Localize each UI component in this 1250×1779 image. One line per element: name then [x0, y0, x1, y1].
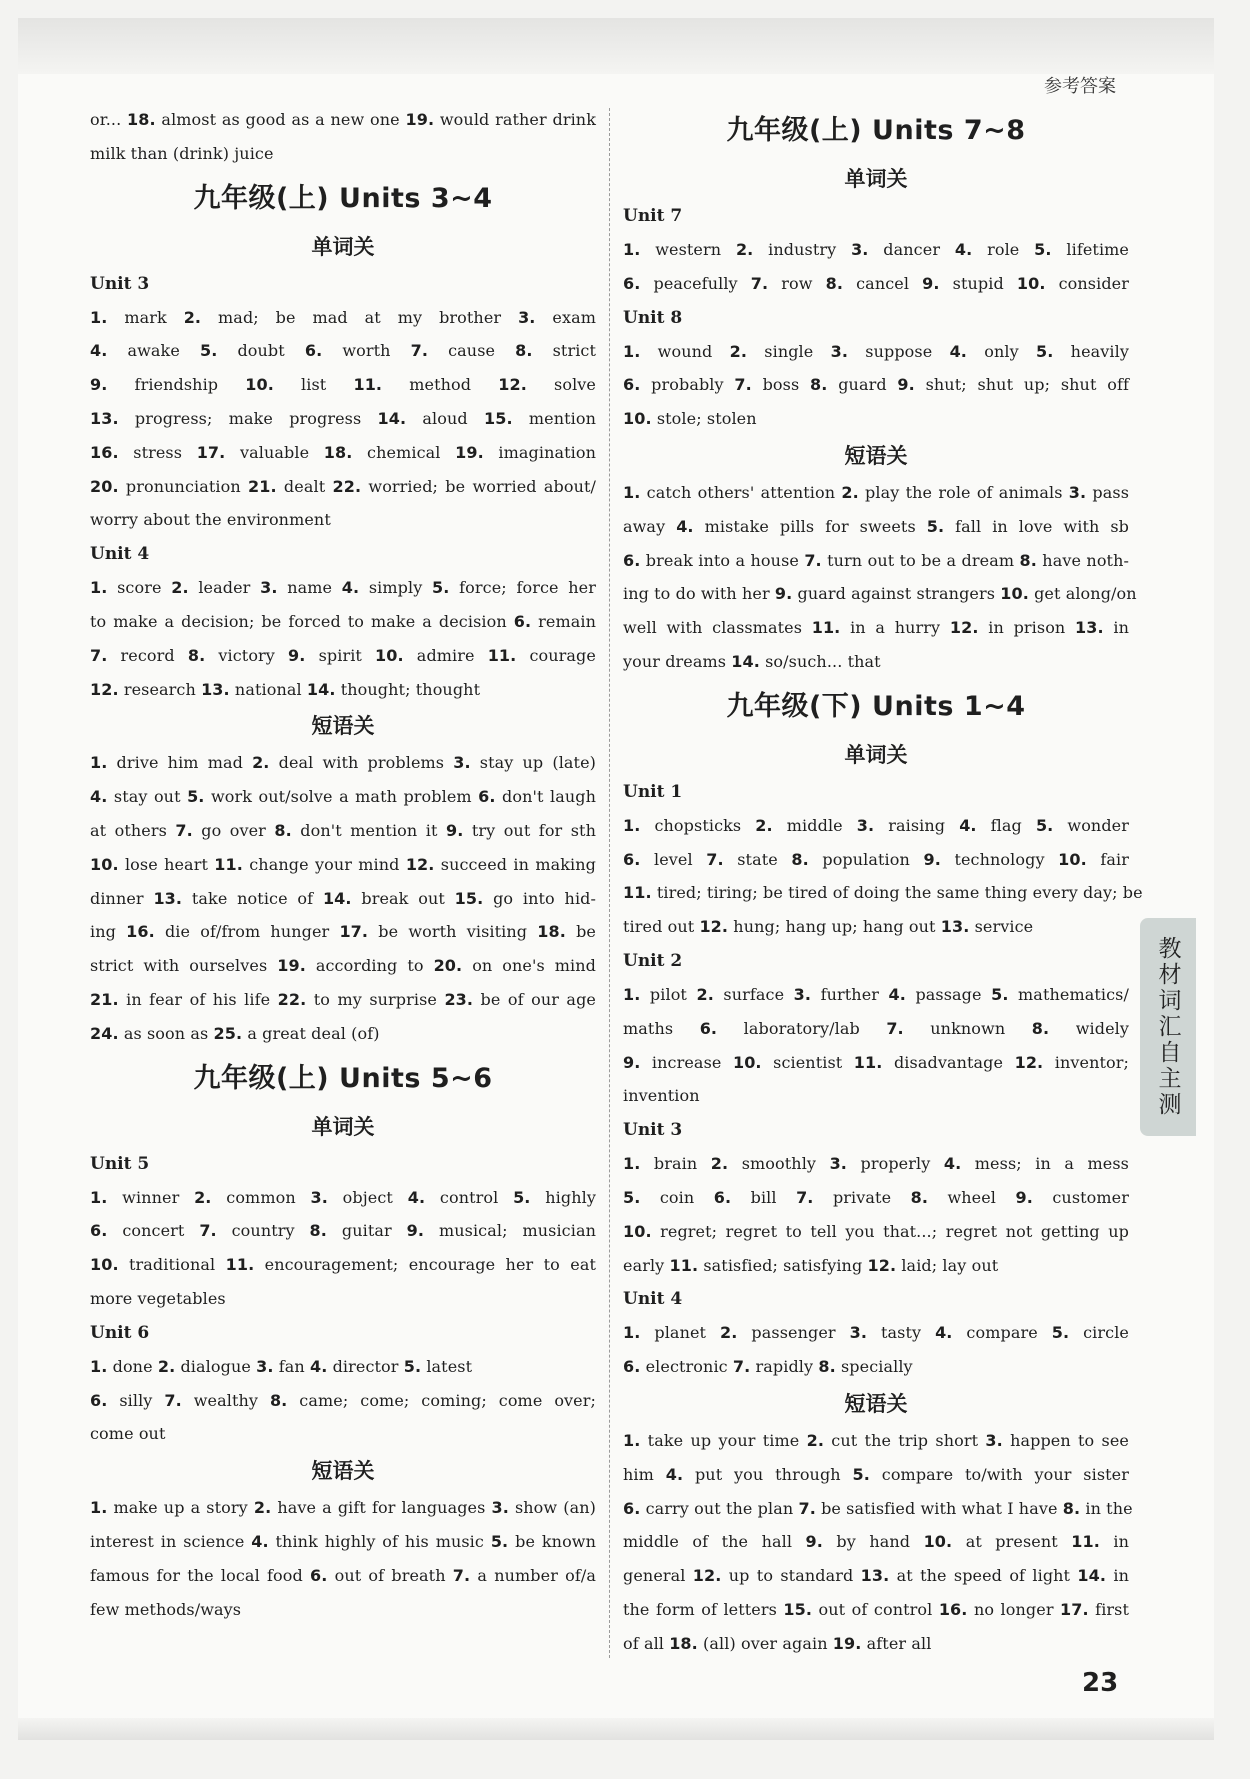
- answer-number: 7.: [804, 550, 822, 570]
- unit-label: Unit 4: [623, 1289, 683, 1310]
- answer-number: 2.: [710, 1154, 729, 1174]
- answer-number: 8.: [910, 1187, 929, 1207]
- answer-number: 9.: [805, 1532, 823, 1552]
- answer-number: 14.: [377, 408, 407, 428]
- answer-number: 9.: [445, 820, 464, 840]
- answer-line: milk than (drink) juice: [90, 143, 274, 163]
- answer-line: dinner 13. take notice of 14. break out 15. go into hid-: [90, 888, 597, 908]
- answer-number: 6.: [713, 1187, 732, 1207]
- answer-number: 5.: [991, 984, 1009, 1004]
- answer-number: 3.: [829, 1154, 847, 1174]
- answer-line: at others 7. go over 8. don't mention it 9. try out for sth: [90, 820, 596, 840]
- left-column: [90, 103, 596, 1626]
- answer-line: early 11. satisfied; satisfying 12. laid; lay out: [623, 1255, 999, 1275]
- answer-number: 12.: [867, 1255, 897, 1275]
- answer-number: 6.: [623, 375, 641, 395]
- answer-number: 11.: [623, 883, 652, 903]
- answer-number: 2.: [696, 984, 714, 1004]
- answer-number: 4.: [309, 1356, 328, 1376]
- answer-line: 5. coin 6. bill 7. private 8. wheel 9. customer: [623, 1187, 1129, 1207]
- answer-number: 9.: [1015, 1187, 1033, 1207]
- answer-line: 1. score 2. leader 3. name 4. simply 5. force; force her: [90, 578, 596, 598]
- answer-number: 6.: [90, 1390, 108, 1410]
- answer-line: famous for the local food 6. out of breath 7. a number of/a: [90, 1565, 597, 1585]
- answer-number: 4.: [954, 240, 973, 259]
- answer-number: 10.: [245, 375, 274, 395]
- answer-number: 3.: [491, 1498, 509, 1518]
- answer-number: 8.: [1019, 550, 1037, 570]
- answer-number: 7.: [732, 1357, 751, 1377]
- answer-line: middle of the hall 9. by hand 10. at present 11. in: [623, 1532, 1129, 1552]
- answer-number: 18.: [537, 922, 566, 942]
- answer-number: 8.: [309, 1221, 327, 1241]
- answer-number: 6.: [623, 273, 641, 293]
- answer-line: 16. stress 17. valuable 18. chemical 19. imagination: [90, 442, 597, 462]
- answer-number: 4.: [959, 815, 977, 835]
- answer-line: 1. take up your time 2. cut the trip short 3. happen to see: [623, 1430, 1129, 1450]
- answer-line: 1. wound 2. single 3. suppose 4. only 5. heavily: [623, 341, 1130, 361]
- answer-line: 1. catch others' attention 2. play the role of animals 3. pass: [623, 482, 1130, 502]
- answer-line: 1. make up a story 2. have a gift for languages 3. show (an): [90, 1498, 596, 1518]
- answer-number: 10.: [923, 1532, 953, 1552]
- answer-number: 22.: [332, 476, 362, 496]
- answer-number: 14.: [731, 651, 760, 671]
- answer-number: 5.: [852, 1464, 870, 1484]
- answer-number: 16.: [126, 922, 155, 942]
- answer-number: 4.: [949, 341, 967, 361]
- answer-line: 6. carry out the plan 7. be satisfied with what I have 8. in the: [623, 1498, 1133, 1518]
- answer-line: ing to do with her 9. guard against strangers 10. get along/on: [623, 584, 1137, 604]
- answer-number: 4.: [251, 1531, 269, 1551]
- answer-number: 5.: [432, 578, 450, 598]
- answer-number: 17.: [196, 442, 226, 462]
- answer-number: 4.: [676, 516, 694, 536]
- answer-number: 1.: [90, 1187, 108, 1207]
- section-title: 九年级(上) Units 7~8: [726, 115, 1026, 146]
- answer-number: 1.: [623, 1430, 641, 1450]
- answer-line: few methods/ways: [90, 1599, 242, 1619]
- answer-line: him 4. put you through 5. compare to/with your sister: [623, 1464, 1129, 1484]
- subsection-title: 单词关: [311, 1114, 375, 1139]
- answer-number: 7.: [175, 820, 193, 840]
- answer-number: 18.: [323, 442, 353, 462]
- answer-number: 17.: [339, 922, 369, 942]
- answer-line: 1. chopsticks 2. middle 3. raising 4. flag 5. wonder: [623, 815, 1130, 835]
- answer-number: 7.: [750, 273, 769, 293]
- answer-number: 3.: [856, 815, 875, 835]
- answer-line: 9. increase 10. scientist 11. disadvantage 12. inventor;: [623, 1052, 1129, 1072]
- answer-number: 4.: [90, 341, 108, 361]
- answer-number: 10.: [623, 1221, 652, 1241]
- answer-number: 6.: [699, 1018, 718, 1038]
- answer-number: 10.: [1000, 584, 1029, 604]
- answer-number: 25.: [213, 1023, 243, 1043]
- answer-number: 7.: [90, 645, 108, 665]
- subsection-title: 单词关: [844, 742, 908, 767]
- answer-number: 6.: [478, 787, 496, 807]
- answer-number: 12.: [699, 917, 729, 937]
- answer-number: 5.: [926, 516, 945, 536]
- answer-number: 10.: [1058, 849, 1087, 869]
- answer-line: strict with ourselves 19. according to 20. on one's mind: [90, 956, 596, 976]
- section-title: 九年级(上) Units 5~6: [193, 1062, 493, 1094]
- answer-line: 13. progress; make progress 14. aloud 15. mention: [90, 408, 596, 428]
- answer-line: 24. as soon as 25. a great deal (of): [90, 1023, 380, 1043]
- answer-number: 22.: [277, 989, 307, 1009]
- answer-number: 11.: [853, 1052, 883, 1072]
- answer-number: 2.: [755, 815, 773, 835]
- answer-number: 10.: [90, 1255, 119, 1275]
- answer-number: 24.: [90, 1023, 119, 1043]
- answer-number: 5.: [513, 1187, 531, 1207]
- answer-number: 2.: [806, 1430, 825, 1450]
- answer-number: 3.: [256, 1356, 274, 1376]
- answer-number: 5.: [1034, 240, 1052, 259]
- answer-number: 9.: [288, 645, 306, 665]
- answer-number: 3.: [310, 1187, 328, 1207]
- answer-number: 11.: [353, 375, 383, 395]
- answer-number: 12.: [498, 375, 527, 395]
- answer-number: 4.: [665, 1464, 684, 1484]
- answer-number: 9.: [923, 849, 941, 869]
- unit-label: Unit 5: [90, 1153, 150, 1174]
- answer-line: 10. stole; stolen: [623, 409, 757, 429]
- answer-number: 8.: [818, 1357, 836, 1377]
- answer-line: 6. silly 7. wealthy 8. came; come; coming; come over;: [90, 1390, 596, 1410]
- answer-number: 6.: [623, 1498, 641, 1518]
- answer-line: the form of letters 15. out of control 16. no longer 17. first: [623, 1599, 1130, 1619]
- subsection-title: 单词关: [311, 234, 375, 259]
- answer-number: 7.: [796, 1187, 814, 1207]
- answer-number: 3.: [830, 341, 849, 361]
- section-title: 九年级(上) Units 3~4: [193, 182, 493, 214]
- answer-number: 14.: [306, 679, 336, 699]
- answer-number: 5.: [490, 1531, 509, 1551]
- answer-number: 9.: [623, 1052, 641, 1072]
- answer-number: 1.: [90, 307, 108, 327]
- side-tab: [1140, 918, 1196, 1136]
- answer-number: 11.: [811, 618, 841, 638]
- answer-number: 1.: [90, 753, 108, 773]
- answer-line: ing 16. die of/from hunger 17. be worth visiting 18. be: [90, 922, 596, 942]
- answer-number: 21.: [248, 476, 277, 496]
- answer-line: 21. in fear of his life 22. to my surprise 23. be of our age: [90, 989, 596, 1009]
- answer-line: 11. tired; tiring; be tired of doing the same thing every day; be: [623, 883, 1143, 903]
- answer-number: 10.: [623, 409, 652, 429]
- answer-number: 5.: [623, 1187, 641, 1207]
- answer-number: 1.: [623, 240, 641, 259]
- answer-number: 19.: [832, 1633, 862, 1653]
- page-number: 23: [1082, 1668, 1119, 1698]
- answer-line: tired out 12. hung; hang up; hang out 13. service: [623, 917, 1034, 937]
- bottom-scan-band: [18, 1718, 1214, 1740]
- answer-number: 7.: [706, 849, 724, 869]
- answer-number: 12.: [90, 679, 119, 699]
- answer-number: 13.: [860, 1566, 890, 1586]
- answer-number: 8.: [791, 849, 809, 869]
- answer-number: 3.: [849, 1323, 868, 1343]
- answer-number: 19.: [277, 956, 306, 976]
- answer-number: 6.: [304, 341, 323, 361]
- answer-number: 2.: [252, 753, 270, 773]
- answer-line: 10. traditional 11. encouragement; encourage her to eat: [90, 1255, 597, 1275]
- answer-number: 8.: [1031, 1018, 1050, 1038]
- answer-line: general 12. up to standard 13. at the speed of light 14. in: [623, 1566, 1129, 1586]
- answer-line: of all 18. (all) over again 19. after all: [623, 1633, 932, 1653]
- answer-number: 8.: [810, 375, 828, 395]
- answer-line: your dreams 14. so/such... that: [623, 651, 881, 671]
- answer-number: 21.: [90, 989, 119, 1009]
- answer-line: to make a decision; be forced to make a decision 6. remain: [90, 611, 596, 631]
- answer-line: 1. brain 2. smoothly 3. properly 4. mess; in a mess: [623, 1154, 1129, 1174]
- answer-line: come out: [90, 1424, 166, 1444]
- answer-number: 14.: [1077, 1566, 1107, 1586]
- answer-number: 1.: [623, 1154, 641, 1174]
- answer-number: 4.: [90, 787, 108, 807]
- section-title: 九年级(下) Units 1~4: [726, 690, 1026, 722]
- answer-number: 2.: [729, 341, 748, 361]
- answer-number: 3.: [793, 984, 812, 1004]
- unit-label: Unit 8: [623, 307, 683, 328]
- answer-number: 13.: [940, 917, 970, 937]
- answer-line: 10. regret; regret to tell you that...; regret not getting up: [623, 1221, 1129, 1241]
- subsection-title: 单词关: [844, 167, 908, 191]
- answer-number: 3.: [985, 1430, 1003, 1450]
- answer-number: 4.: [935, 1323, 953, 1343]
- answer-number: 8.: [825, 273, 844, 293]
- answer-number: 12.: [1014, 1052, 1044, 1072]
- answer-number: 12.: [949, 618, 979, 638]
- answer-line: interest in science 4. think highly of his music 5. be known: [90, 1531, 596, 1551]
- subsection-title: 短语关: [311, 1459, 375, 1484]
- right-column: [623, 103, 1143, 1661]
- answer-number: 5.: [199, 341, 218, 361]
- unit-label: Unit 3: [90, 273, 150, 294]
- answer-number: 6.: [90, 1221, 108, 1241]
- answer-number: 20.: [90, 476, 119, 496]
- answer-number: 9.: [406, 1221, 425, 1241]
- answer-line: invention: [623, 1086, 700, 1106]
- answer-number: 8.: [274, 820, 292, 840]
- answer-number: 4.: [341, 578, 360, 598]
- answer-number: 1.: [623, 1323, 641, 1343]
- answer-line: 1. done 2. dialogue 3. fan 4. director 5. latest: [90, 1356, 473, 1376]
- answer-line: away 4. mistake pills for sweets 5. fall in love with sb: [623, 516, 1130, 536]
- answer-number: 9.: [922, 273, 940, 293]
- answer-line: more vegetables: [90, 1288, 226, 1308]
- answer-number: 9.: [774, 584, 793, 604]
- answer-number: 18.: [669, 1633, 698, 1653]
- answer-number: 13.: [153, 888, 183, 908]
- answer-number: 13.: [1075, 618, 1104, 638]
- answer-line: 10. lose heart 11. change your mind 12. succeed in making: [90, 854, 596, 874]
- answer-number: 14.: [322, 888, 352, 908]
- answer-number: 4.: [407, 1187, 426, 1207]
- answer-number: 16.: [938, 1599, 968, 1619]
- answer-line: 4. awake 5. doubt 6. worth 7. cause 8. strict: [90, 341, 596, 361]
- answer-number: 7.: [798, 1498, 816, 1518]
- answer-number: 15.: [454, 888, 484, 908]
- answer-line: 1. winner 2. common 3. object 4. control 5. highly: [90, 1187, 596, 1207]
- answer-line: 9. friendship 10. list 11. method 12. solve: [90, 375, 597, 395]
- answer-line: 6. concert 7. country 8. guitar 9. musical; musician: [90, 1221, 596, 1241]
- answer-number: 4.: [943, 1154, 962, 1174]
- answer-number: 2.: [841, 482, 859, 502]
- answer-number: 7.: [886, 1018, 904, 1038]
- answer-number: 18.: [127, 110, 156, 129]
- answer-number: 13.: [201, 679, 230, 699]
- answer-number: 12.: [405, 854, 435, 874]
- unit-label: Unit 1: [623, 781, 683, 802]
- answer-number: 2.: [183, 307, 202, 327]
- answer-number: 10.: [375, 645, 404, 665]
- column-divider: [609, 108, 610, 1658]
- answer-number: 10.: [1016, 273, 1046, 293]
- answer-line: well with classmates 11. in a hurry 12. in prison 13. in: [623, 618, 1130, 638]
- top-scan-band: [18, 18, 1214, 74]
- unit-label: Unit 4: [90, 544, 150, 565]
- unit-label: Unit 2: [623, 950, 683, 971]
- answer-number: 2.: [720, 1323, 738, 1343]
- answer-number: 23.: [444, 989, 474, 1009]
- answer-number: 7.: [410, 341, 429, 361]
- answer-number: 7.: [164, 1390, 182, 1410]
- answer-number: 5.: [1036, 341, 1054, 361]
- answer-number: 2.: [735, 240, 754, 259]
- answer-line: 4. stay out 5. work out/solve a math problem 6. don't laugh: [90, 787, 597, 807]
- answer-line: worry about the environment: [90, 510, 331, 530]
- answer-line: maths 6. laboratory/lab 7. unknown 8. widely: [623, 1018, 1129, 1038]
- answer-number: 9.: [897, 375, 915, 395]
- answer-number: 13.: [90, 408, 119, 428]
- subsection-title: 短语关: [311, 714, 375, 739]
- answer-number: 11.: [669, 1255, 699, 1275]
- answer-number: 2.: [157, 1356, 176, 1376]
- answer-number: 8.: [1062, 1498, 1081, 1518]
- answer-number: 10.: [90, 854, 119, 874]
- side-tab-label: 教材词汇自主测: [1154, 936, 1181, 1118]
- answer-number: 17.: [1060, 1599, 1089, 1619]
- answer-number: 9.: [90, 375, 108, 395]
- answer-number: 8.: [269, 1390, 288, 1410]
- answer-number: 2.: [253, 1498, 272, 1518]
- answer-number: 1.: [623, 482, 641, 502]
- answer-number: 6.: [623, 849, 641, 869]
- answer-line: 12. research 13. national 14. thought; thought: [90, 679, 481, 699]
- answer-line: 1. mark 2. mad; be mad at my brother 3. exam: [90, 307, 596, 327]
- answer-number: 4.: [888, 984, 906, 1004]
- answer-number: 19.: [405, 110, 435, 129]
- answer-line: 6. electronic 7. rapidly 8. specially: [623, 1357, 913, 1377]
- answer-number: 11.: [214, 854, 243, 874]
- answer-number: 3.: [260, 578, 278, 598]
- answer-number: 8.: [187, 645, 206, 665]
- answer-number: 2.: [194, 1187, 212, 1207]
- answer-number: 7.: [734, 375, 752, 395]
- answer-number: 5.: [187, 787, 205, 807]
- unit-label: Unit 7: [623, 206, 683, 226]
- answer-number: 20.: [433, 956, 463, 976]
- subsection-title: 短语关: [844, 443, 908, 468]
- answer-number: 11.: [1071, 1532, 1100, 1552]
- answer-number: 2.: [171, 578, 189, 598]
- answer-line: 20. pronunciation 21. dealt 22. worried; be worried about/: [90, 476, 597, 496]
- answer-number: 3.: [851, 240, 869, 259]
- answer-number: 5.: [403, 1356, 422, 1376]
- answer-number: 5.: [1035, 815, 1054, 835]
- answer-number: 10.: [732, 1052, 762, 1072]
- unit-label: Unit 3: [623, 1120, 683, 1141]
- answer-line: 6. level 7. state 8. population 9. technology 10. fair: [623, 849, 1129, 869]
- answer-number: 6.: [513, 611, 532, 631]
- header-label: 参考答案: [1044, 76, 1116, 97]
- answer-number: 3.: [453, 753, 471, 773]
- unit-label: Unit 6: [90, 1322, 150, 1343]
- answer-number: 19.: [455, 442, 484, 462]
- answer-line: 1. planet 2. passenger 3. tasty 4. compare 5. circle: [623, 1323, 1129, 1343]
- answer-number: 12.: [692, 1566, 722, 1586]
- answer-number: 1.: [90, 1498, 108, 1518]
- answer-number: 1.: [90, 1356, 108, 1376]
- answer-line: 6. peacefully 7. row 8. cancel 9. stupid 10. consider: [623, 273, 1129, 293]
- answer-number: 6.: [623, 1357, 641, 1377]
- answer-number: 6.: [623, 550, 641, 570]
- answer-number: 1.: [623, 341, 641, 361]
- answer-number: 7.: [199, 1221, 217, 1241]
- answer-line: 1. drive him mad 2. deal with problems 3. stay up (late): [90, 753, 597, 773]
- answer-line: 1. pilot 2. surface 3. further 4. passage 5. mathematics/: [623, 984, 1129, 1004]
- answer-number: 3.: [518, 307, 536, 327]
- answer-number: 6.: [309, 1565, 328, 1585]
- answer-number: 1.: [623, 815, 641, 835]
- answer-number: 1.: [90, 578, 108, 598]
- answer-number: 11.: [225, 1255, 255, 1275]
- answer-number: 11.: [487, 645, 517, 665]
- answer-line: 6. probably 7. boss 8. guard 9. shut; shut up; shut off: [623, 375, 1130, 395]
- answer-number: 15.: [483, 408, 513, 428]
- answer-number: 7.: [452, 1565, 471, 1585]
- answer-number: 3.: [1068, 482, 1087, 502]
- answer-line: 1. western 2. industry 3. dancer 4. role 5. lifetime: [623, 240, 1130, 259]
- answer-line: 7. record 8. victory 9. spirit 10. admire 11. courage: [90, 645, 596, 665]
- answer-number: 15.: [783, 1599, 813, 1619]
- answer-line: or... 18. almost as good as a new one 19. would rather drink: [90, 110, 597, 129]
- answer-number: 16.: [90, 442, 119, 462]
- answer-line: 6. break into a house 7. turn out to be a dream 8. have noth-: [623, 550, 1129, 570]
- answer-number: 1.: [623, 984, 641, 1004]
- subsection-title: 短语关: [844, 1391, 908, 1416]
- answer-number: 5.: [1051, 1323, 1070, 1343]
- answer-number: 8.: [515, 341, 533, 361]
